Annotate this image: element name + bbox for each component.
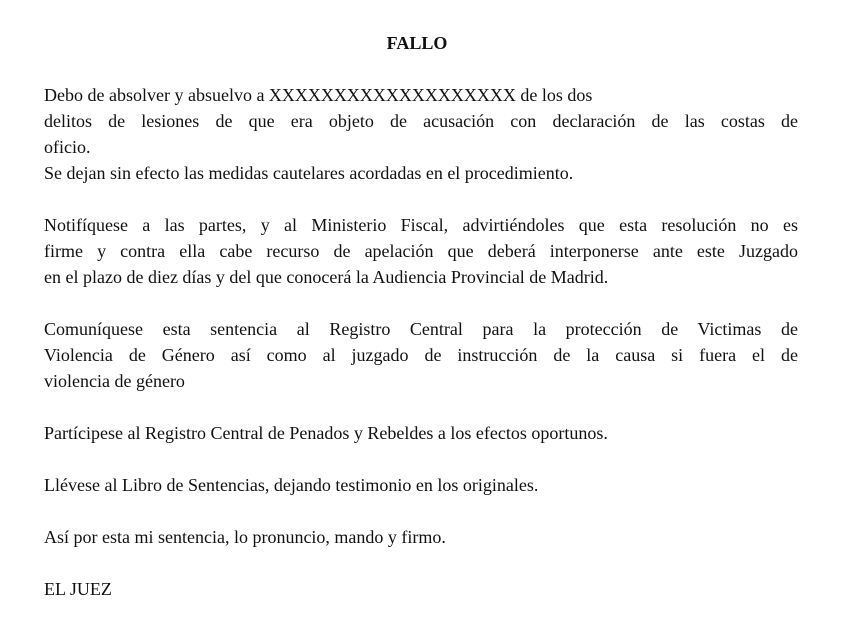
document-page	[44, 30, 798, 602]
paragraph-notification	[44, 212, 798, 290]
paragraph-line: Notifíquese a las partes, y al Ministerio Fiscal, advirtiéndoles que esta resolución no es	[44, 215, 798, 235]
paragraph-line: Se dejan sin efecto las medidas cautelares acordadas en el procedimiento.	[44, 163, 574, 183]
paragraph-line: firme y contra ella cabe recurso de apelación que deberá interponerse ante este Juzgado	[44, 241, 798, 261]
paragraph-line: delitos de lesiones de que era objeto de acusación con declaración de las costas de	[44, 111, 798, 131]
paragraph-absolution	[44, 82, 798, 186]
judge-signature: EL JUEZ	[44, 579, 112, 599]
paragraph-book: Llévese al Libro de Sentencias, dejando testimonio en los originales.	[44, 475, 539, 495]
paragraph-line: Comuníquese esta sentencia al Registro Central para la protección de Victimas de	[44, 319, 798, 339]
paragraph-line: violencia de género	[44, 371, 185, 391]
paragraph-sentence: Así por esta mi sentencia, lo pronuncio, mando y firmo.	[44, 527, 446, 547]
paragraph-line: oficio.	[44, 137, 91, 157]
paragraph-line: Debo de absolver y absuelvo a XXXXXXXXXXXXXXXXXXX de los dos	[44, 85, 593, 105]
paragraph-registry: Partícipese al Registro Central de Penados y Rebeldes a los efectos oportunos.	[44, 423, 608, 443]
paragraph-communication	[44, 316, 798, 394]
document-title: FALLO	[386, 33, 448, 53]
paragraph-line: en el plazo de diez días y del que conocerá la Audiencia Provincial de Madrid.	[44, 267, 609, 287]
paragraph-line: Violencia de Género así como al juzgado de instrucción de la causa si fuera el de	[44, 345, 798, 365]
